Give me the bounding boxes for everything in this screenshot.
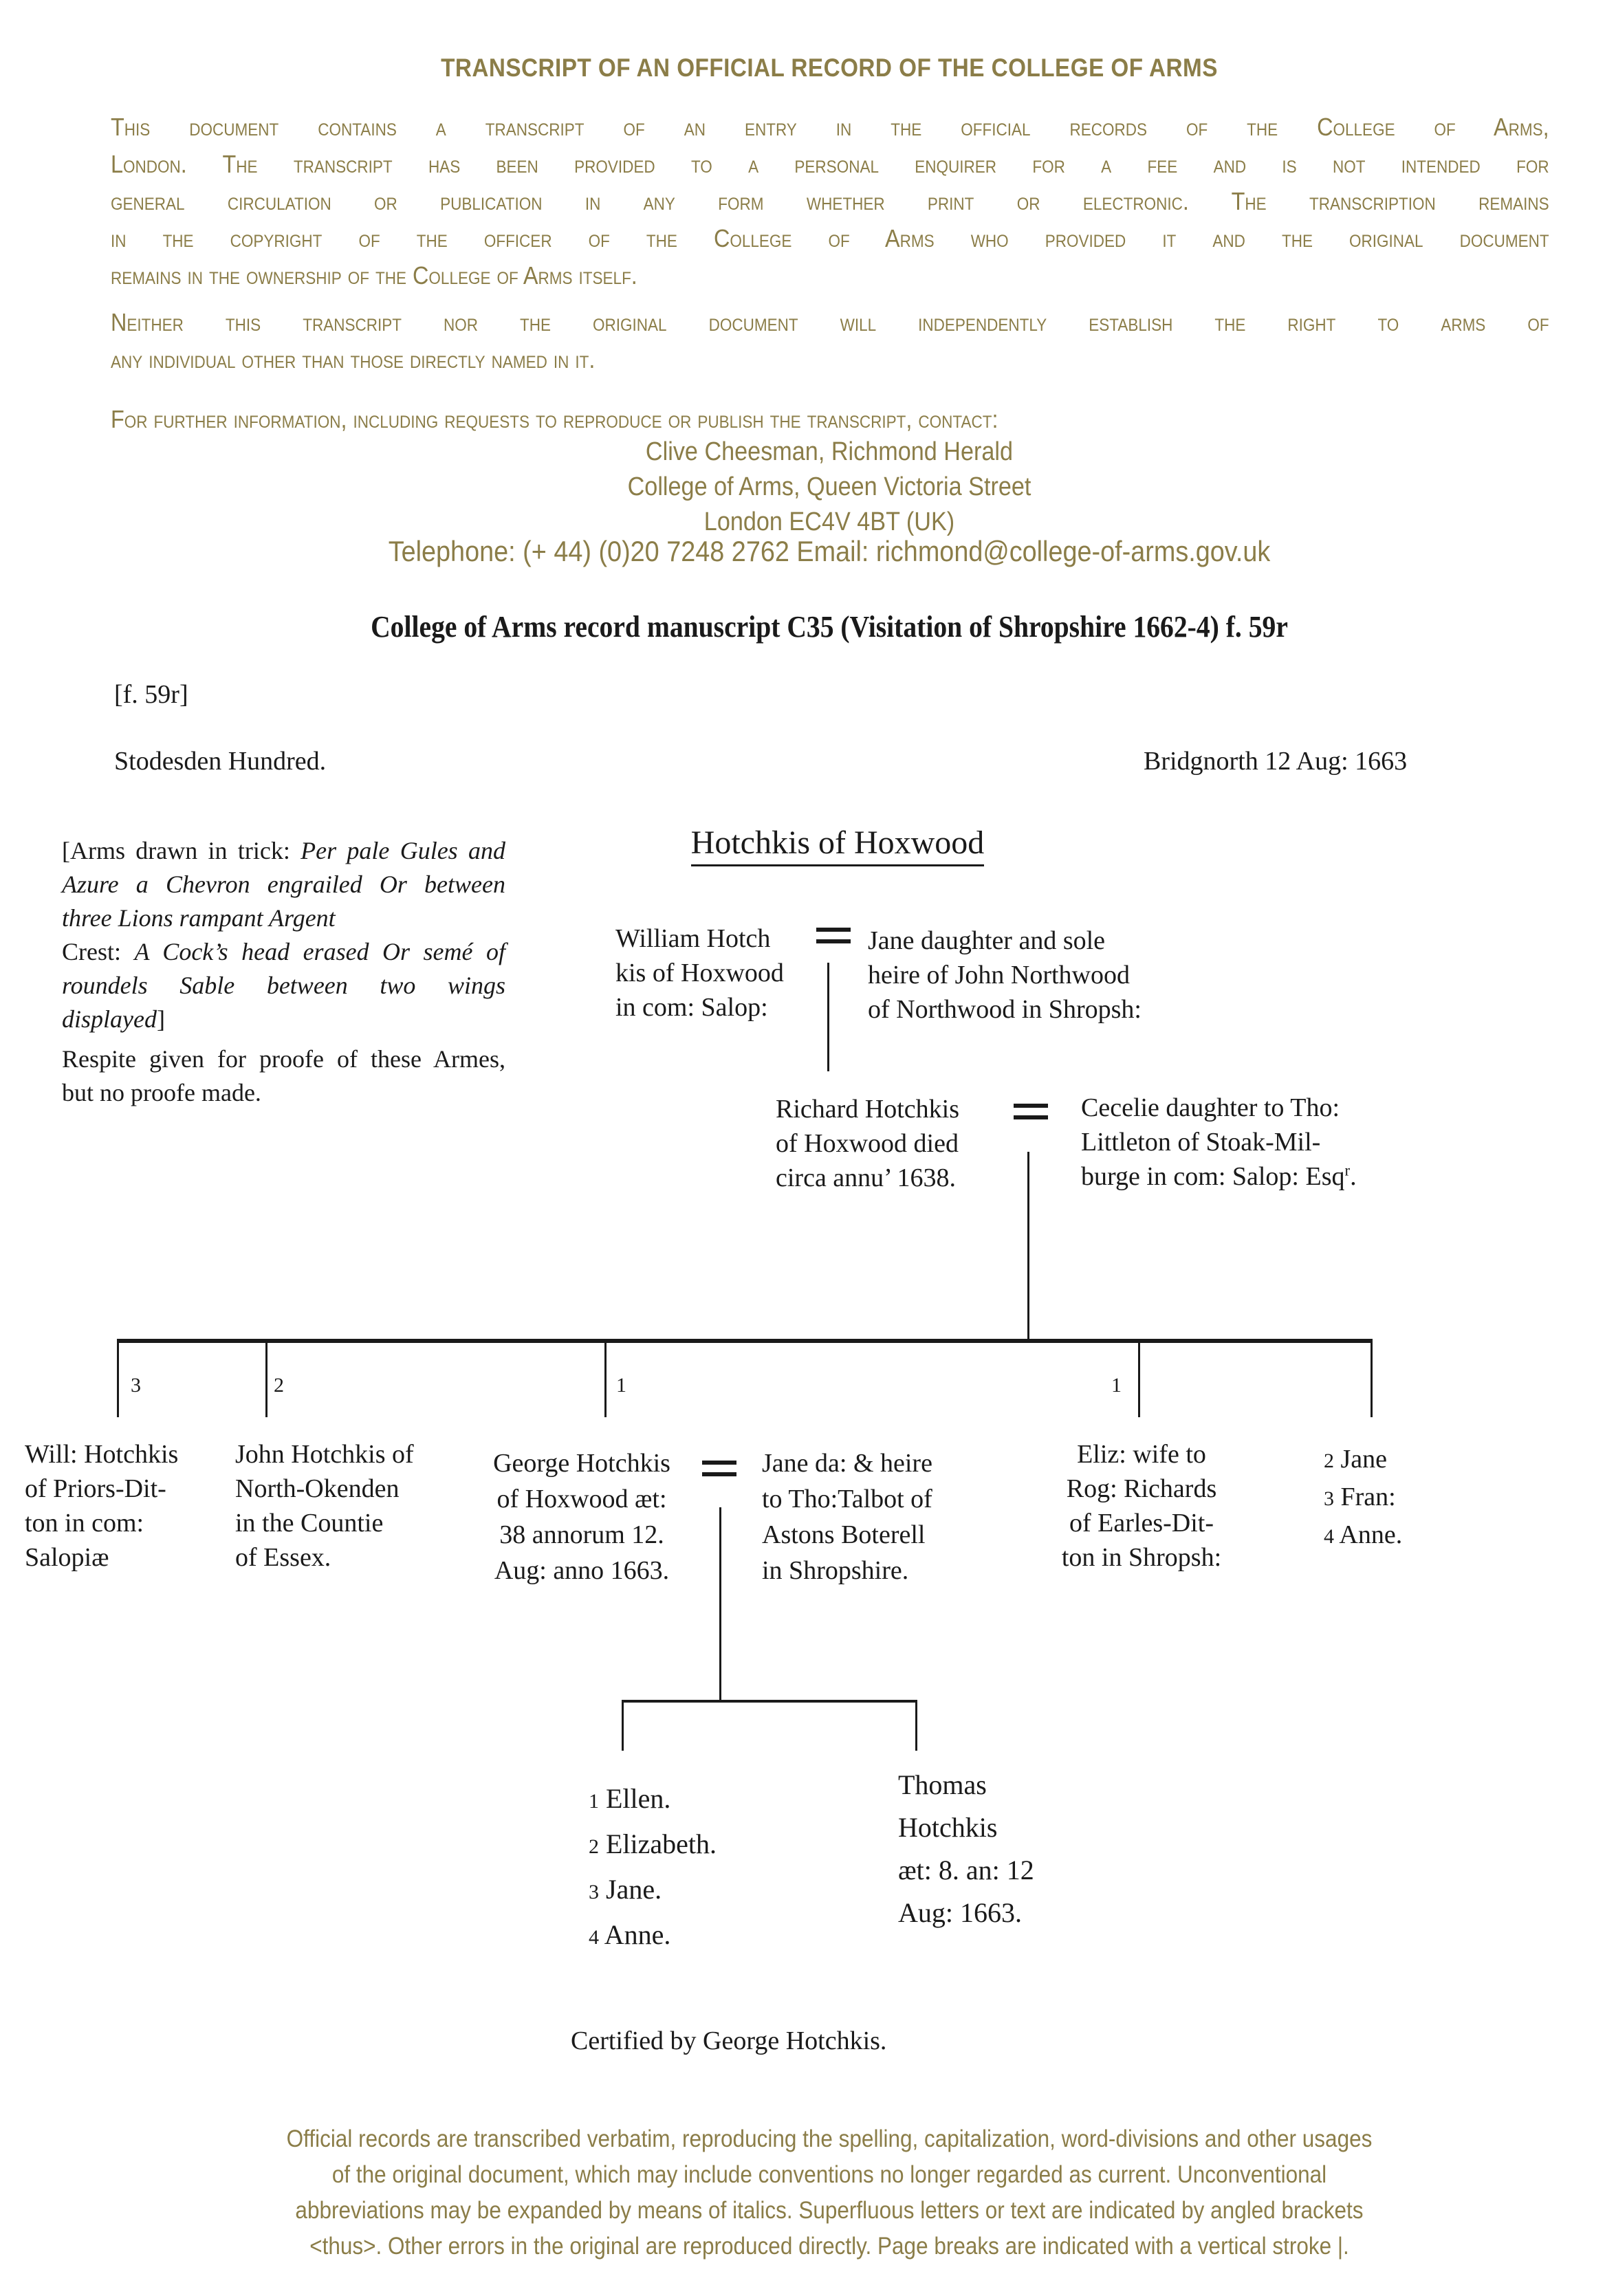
person-john-hotchkis: John Hotchkis of North-Okenden in the Countie of Essex.	[235, 1440, 414, 1572]
birth-order-number-will: 3	[131, 1374, 141, 1397]
notice-paragraph-2: Neither this transcript nor the original document will independently establish the right to arms of	[111, 308, 1549, 336]
notice-paragraph-2-last-line: any individual other than those directly named in it.	[111, 345, 596, 373]
marriage-sign-william-jane	[816, 928, 851, 943]
child-drop-line-sisters	[1371, 1343, 1373, 1417]
child-drop-line-john	[265, 1343, 267, 1417]
record-title: College of Arms record manuscript C35 (Visitation of Shropshire 1662-4) f. 59r	[371, 610, 1288, 644]
notice-paragraph-1-last-line: remains in the ownership of the College of Arms itself.	[111, 261, 637, 289]
notice-paragraph-1: This document contains a transcript of an entry in the official records of the College of Arms, London. The transcript has been provided to a personal enquirer for a fee and is not intended for general circulation or publication in any form whether print or electronic. The transcription remains in the copyright of the officer of the College of Arms who provided it and the original document	[111, 113, 1549, 252]
place-date-label: Bridgnorth 12 Aug: 1663	[1144, 747, 1408, 776]
person-will-hotchkis: Will: Hotchkis of Priors-Dit- ton in com: Salopiæ	[25, 1440, 179, 1572]
person-william-hotchkis: William Hotch kis of Hoxwood in com: Salop:	[615, 924, 784, 1022]
pedigree-heading	[666, 824, 1009, 862]
george-children-bar	[622, 1700, 917, 1703]
respite-note-line-2: but no proofe made.	[62, 1079, 261, 1106]
hundred-label: Stodesden Hundred.	[114, 747, 327, 776]
person-jane-northwood: Jane daughter and sole heire of John Northwood of Northwood in Shropsh:	[868, 926, 1142, 1024]
contact-address-line: College of Arms, Queen Victoria Street	[627, 472, 1031, 501]
birth-order-number-eliz: 1	[1111, 1374, 1122, 1397]
person-daughters-group: 1 Ellen. 2 Elizabeth. 3 Jane. 4 Anne.	[589, 1783, 717, 1950]
arms-blazon-line-3: three Lions rampant Argent	[62, 904, 336, 932]
person-jane-talbot: Jane da: & heire to Tho:Talbot of Astons Boterell in Shropshire.	[762, 1449, 932, 1585]
arms-blazon-line-6: displayed]	[62, 1005, 165, 1033]
document-header-title: TRANSCRIPT OF AN OFFICIAL RECORD OF THE COLLEGE OF ARMS	[441, 54, 1218, 82]
child-drop-line-thomas	[915, 1700, 917, 1751]
child-drop-line-george	[604, 1343, 607, 1417]
person-cecelie-littleton: Cecelie daughter to Tho: Littleton of Stoak-Mil- burge in com: Salop: Esq$^r$.	[1081, 1093, 1357, 1191]
person-george-hotchkis: George Hotchkis of Hoxwood æt: 38 annorum 12. Aug: anno 1663.	[493, 1449, 670, 1585]
marriage-sign-george-jane-talbot	[702, 1461, 736, 1476]
birth-order-number-george: 1	[616, 1374, 626, 1397]
child-drop-line-eliz	[1138, 1343, 1140, 1417]
person-sisters-group: 2 Jane 3 Fran: 4 Anne.	[1324, 1445, 1403, 1549]
notice-paragraph-contact-intro: For further information, including requests to reproduce or publish the transcript, contact:	[111, 405, 998, 433]
child-drop-line-daughters	[622, 1700, 624, 1751]
person-richard-hotchkis: Richard Hotchkis of Hoxwood died circa annu’ 1638.	[776, 1095, 960, 1192]
contact-name-line: Clive Cheesman, Richmond Herald	[645, 437, 1014, 466]
marriage-sign-richard-cecelie	[1014, 1104, 1048, 1119]
sibling-bar	[117, 1339, 1373, 1343]
descent-line-richard-to-children	[1027, 1152, 1029, 1339]
footer-transcription-note: Official records are transcribed verbatim, reproducing the spelling, capitalization, word-divisions and other usages of the original document, which may include conventions no longer regarded as current. Unconventional abbreviations may be expanded by means of italics. Superfluous letters or text are indicated by angled brackets <thus>. Other errors in the original are reproduced directly. Page breaks are indicated with a vertical stroke |.	[286, 2125, 1373, 2260]
pedigree-heading-text: Hotchkis of Hoxwood	[691, 824, 985, 866]
descent-line-william-to-richard	[827, 963, 829, 1071]
respite-note-line-1: Respite given for proofe of these Armes,	[62, 1045, 505, 1073]
arms-blazon-justified-1: [Arms drawn in trick: Per pale Gules and Azure a Chevron engrailed Or between	[62, 837, 505, 898]
certified-note: Certified by George Hotchkis.	[571, 2026, 887, 2055]
folio-note: [f. 59r]	[114, 680, 188, 709]
contact-phone-email-line: Telephone: (+ 44) (0)20 7248 2762 Email: richmond@college-of-arms.gov.uk	[388, 535, 1271, 567]
contact-city-line: London EC4V 4BT (UK)	[703, 507, 955, 536]
person-eliz-richards: Eliz: wife to Rog: Richards of Earles-Dit- ton in Shropsh:	[1061, 1440, 1222, 1572]
person-thomas-hotchkis: Thomas Hotchkis æt: 8. an: 12 Aug: 1663.	[898, 1769, 1034, 1928]
birth-order-number-john: 2	[274, 1374, 284, 1397]
arms-blazon-justified-2: Crest: A Cock’s head erased Or semé of roundels Sable between two wings	[62, 938, 505, 999]
descent-line-george-to-children	[719, 1507, 721, 1701]
child-drop-line-will	[117, 1343, 119, 1417]
